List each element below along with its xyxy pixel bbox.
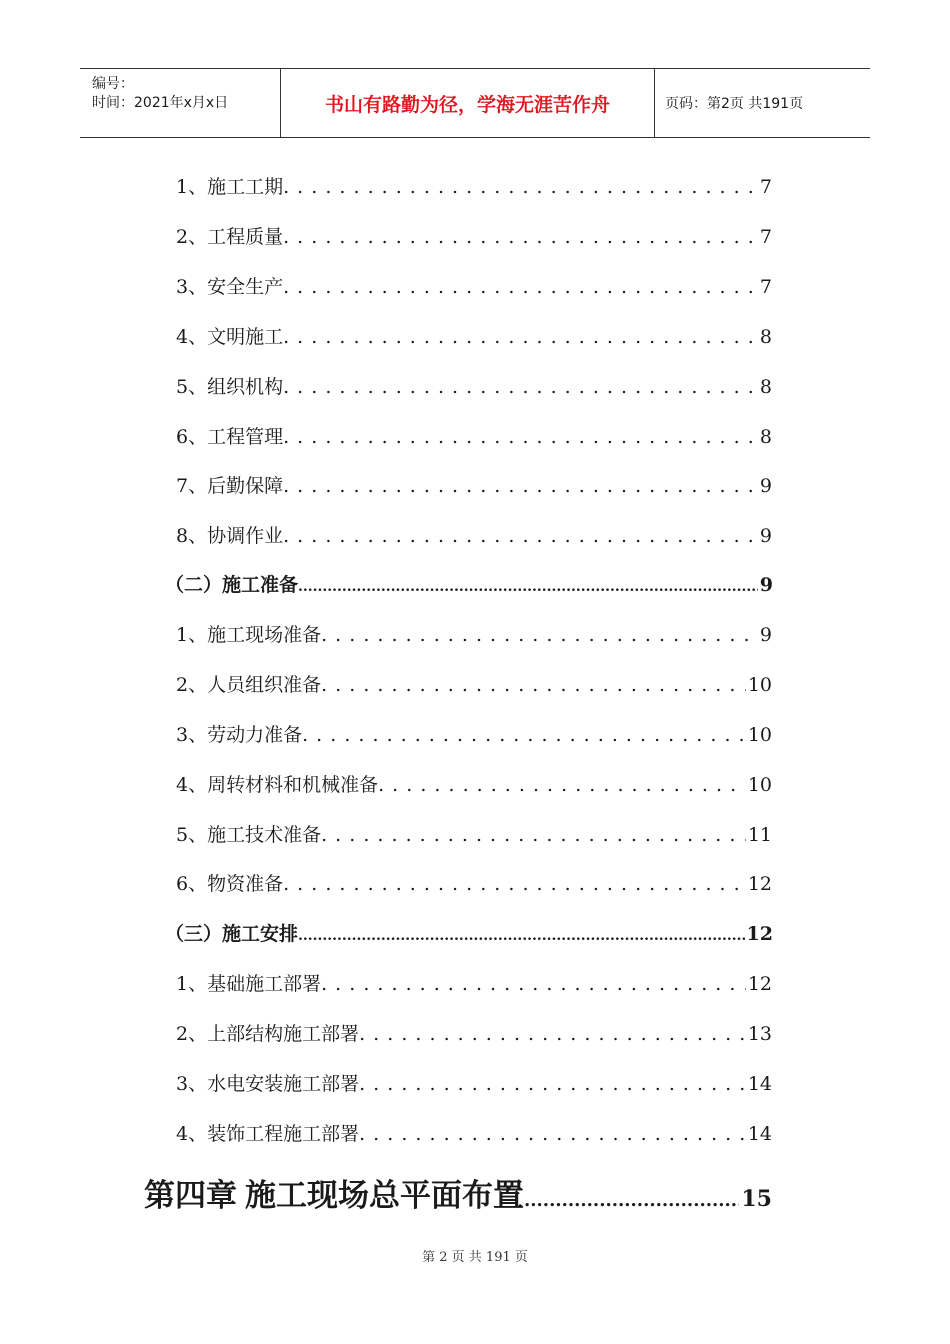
toc-leader xyxy=(524,1190,739,1211)
toc-leader xyxy=(378,774,746,796)
toc-entry-label: 6、物资准备 xyxy=(176,873,284,895)
toc-leader xyxy=(283,475,758,497)
toc-entry[interactable] xyxy=(176,620,772,647)
toc-entry[interactable] xyxy=(176,670,772,697)
toc-entry[interactable] xyxy=(176,820,772,847)
toc-entry[interactable] xyxy=(176,172,772,199)
toc-section-label: （二）施工准备 xyxy=(165,574,299,596)
toc-entry-page: 8 xyxy=(759,426,772,448)
toc-entry[interactable] xyxy=(176,1119,772,1146)
toc-entry[interactable] xyxy=(176,222,772,249)
toc-entry-label: 3、安全生产 xyxy=(176,276,284,298)
toc-entry-page: 9 xyxy=(759,475,772,497)
toc-entry-label: 3、水电安装施工部署 xyxy=(176,1073,360,1095)
toc-entry-page: 7 xyxy=(759,276,772,298)
toc-chapter-number: 第四章 xyxy=(144,1178,237,1214)
header-motto: 书山有路勤为径，学海无涯苦作舟 xyxy=(281,69,655,137)
toc-entry[interactable] xyxy=(176,770,772,797)
toc-leader xyxy=(283,873,746,895)
toc-entry[interactable] xyxy=(176,1019,772,1046)
header-page-info: 页码：第2页 共191页 xyxy=(665,96,804,112)
toc-leader xyxy=(283,426,758,448)
toc-leader xyxy=(359,1073,746,1095)
toc-entry-page: 13 xyxy=(747,1023,772,1045)
toc-chapter-title: 施工现场总平面布置 xyxy=(245,1178,524,1214)
toc-entry-label: 2、上部结构施工部署 xyxy=(176,1023,360,1045)
toc-section-page: 12 xyxy=(746,923,773,945)
toc-leader xyxy=(321,824,746,846)
toc-entry[interactable] xyxy=(176,272,772,299)
toc-entry-page: 12 xyxy=(747,873,772,895)
toc-entry-page: 9 xyxy=(759,624,772,646)
toc-entry-label: 2、人员组织准备 xyxy=(176,674,322,696)
toc-leader xyxy=(359,1123,746,1145)
toc-entry-label: 4、装饰工程施工部署 xyxy=(176,1123,360,1145)
toc-entry[interactable] xyxy=(176,372,772,399)
toc-entry-page: 14 xyxy=(747,1123,772,1145)
toc-entry-page: 8 xyxy=(759,376,772,398)
toc-entry-label: 6、工程管理 xyxy=(176,426,284,448)
toc-entry-label: 7、后勤保障 xyxy=(176,475,284,497)
page-footer: 第 2 页 共 191 页 xyxy=(422,1250,528,1265)
toc-section-entry[interactable] xyxy=(165,570,773,597)
toc-chapter-entry[interactable] xyxy=(144,1170,772,1215)
toc-entry[interactable] xyxy=(176,471,772,498)
toc-entry-page: 7 xyxy=(759,176,772,198)
toc-leader xyxy=(359,1023,746,1045)
toc-entry-page: 14 xyxy=(747,1073,772,1095)
toc-entry-label: 5、组织机构 xyxy=(176,376,284,398)
toc-leader xyxy=(321,674,746,696)
document-header xyxy=(80,68,870,138)
toc-entry[interactable] xyxy=(176,322,772,349)
toc-leader xyxy=(283,176,758,198)
toc-chapter-page: 15 xyxy=(741,1186,772,1212)
toc-entry-label: 3、劳动力准备 xyxy=(176,724,303,746)
toc-entry[interactable] xyxy=(176,1069,772,1096)
toc-leader xyxy=(283,226,758,248)
toc-leader xyxy=(283,376,758,398)
toc-leader xyxy=(283,525,758,547)
toc-leader xyxy=(298,928,745,944)
toc-leader xyxy=(283,326,758,348)
toc-entry[interactable] xyxy=(176,969,772,996)
toc-entry-label: 2、工程质量 xyxy=(176,226,284,248)
toc-entry-label: 8、协调作业 xyxy=(176,525,284,547)
toc-entry-page: 7 xyxy=(759,226,772,248)
toc-leader xyxy=(321,973,746,995)
toc-entry-label: 5、施工技术准备 xyxy=(176,824,322,846)
header-time-label: 时间：2021年x月x日 xyxy=(92,95,229,111)
toc-entry[interactable] xyxy=(176,521,772,548)
toc-section-entry[interactable] xyxy=(165,919,773,946)
toc-leader xyxy=(283,276,758,298)
toc-leader xyxy=(302,724,746,746)
toc-entry-page: 11 xyxy=(747,824,772,846)
header-number-label: 编号： xyxy=(92,76,134,92)
toc-entry-label: 1、施工工期 xyxy=(176,176,284,198)
toc-section-page: 9 xyxy=(759,574,773,596)
toc-section-label: （三）施工安排 xyxy=(165,923,299,945)
toc-entry[interactable] xyxy=(176,720,772,747)
toc-leader xyxy=(298,579,758,595)
toc-leader xyxy=(321,624,758,646)
toc-entry-page: 10 xyxy=(747,724,772,746)
toc-entry-label: 4、文明施工 xyxy=(176,326,284,348)
toc-entry[interactable] xyxy=(176,869,772,896)
header-meta-cell xyxy=(80,69,281,137)
toc-entry-page: 9 xyxy=(759,525,772,547)
toc-entry-page: 8 xyxy=(759,326,772,348)
toc-entry-page: 12 xyxy=(747,973,772,995)
toc-entry[interactable] xyxy=(176,422,772,449)
toc-entry-page: 10 xyxy=(747,774,772,796)
toc-entry-label: 1、基础施工部署 xyxy=(176,973,322,995)
toc-entry-label: 1、施工现场准备 xyxy=(176,624,322,646)
toc-entry-label: 4、周转材料和机械准备 xyxy=(176,774,379,796)
toc-entry-page: 10 xyxy=(747,674,772,696)
